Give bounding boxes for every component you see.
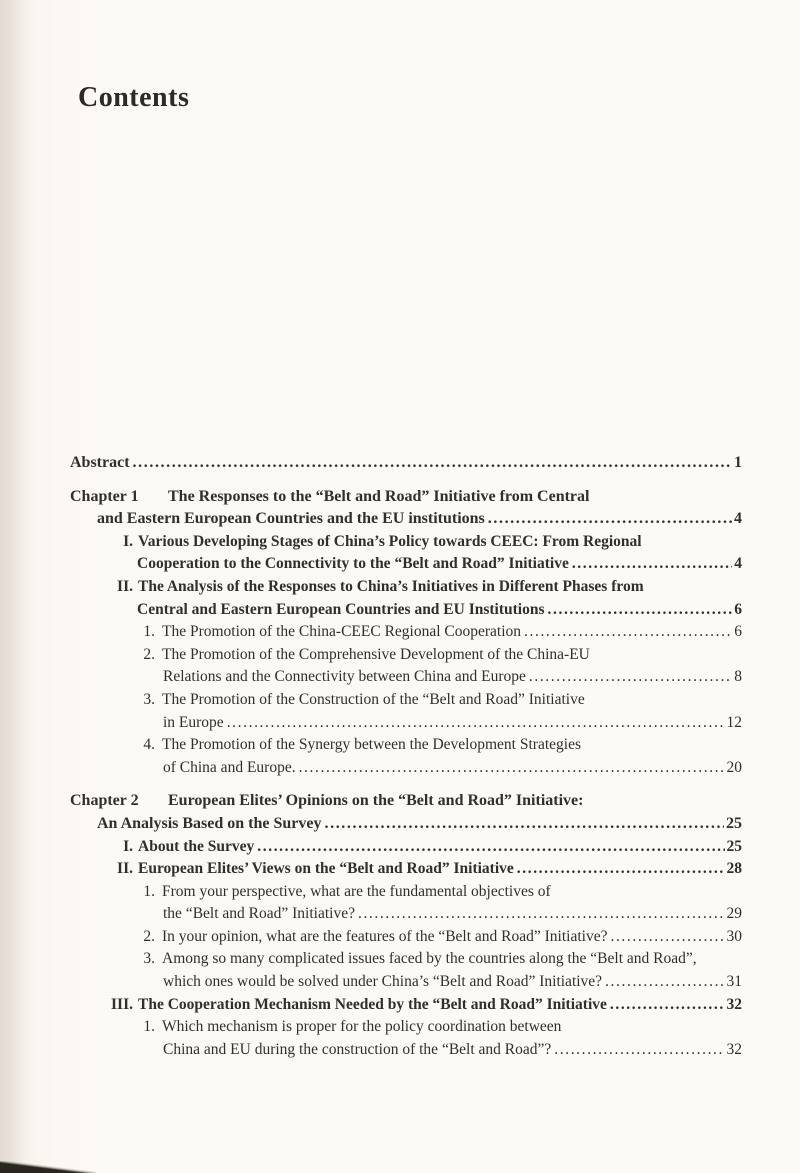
toc-item-text: Abstract bbox=[70, 454, 130, 471]
toc-item-text: in Europe bbox=[163, 713, 224, 731]
page-number: 12 bbox=[726, 713, 742, 731]
toc-line bbox=[70, 881, 742, 904]
toc-line bbox=[70, 734, 742, 757]
page-number: 4 bbox=[734, 510, 742, 528]
toc-line bbox=[70, 926, 742, 949]
toc-item-number: Chapter 2 bbox=[70, 792, 139, 810]
toc-item-number: 3. bbox=[143, 950, 155, 968]
toc-item-number: 1. bbox=[143, 1018, 155, 1036]
toc-line bbox=[70, 994, 742, 1017]
page-number: 6 bbox=[734, 600, 742, 618]
toc-line bbox=[70, 553, 742, 576]
toc-item-text: Central and Eastern European Countries and EU Institutions bbox=[137, 600, 545, 618]
dot-leader bbox=[610, 926, 724, 949]
dot-leader bbox=[325, 813, 725, 836]
toc-item-text: of China and Europe. bbox=[163, 758, 296, 776]
toc-item-text: An Analysis Based on the Survey bbox=[97, 814, 322, 832]
scan-gutter-shadow bbox=[0, 0, 30, 1173]
dot-leader bbox=[524, 621, 732, 644]
toc-line bbox=[70, 712, 742, 735]
page-title: Contents bbox=[78, 82, 190, 113]
toc-line bbox=[70, 576, 742, 599]
toc-line bbox=[70, 836, 742, 859]
dot-leader bbox=[133, 452, 732, 475]
dot-leader bbox=[257, 836, 724, 859]
page-number: 1 bbox=[734, 454, 742, 471]
toc-item-number: Chapter 1 bbox=[70, 487, 139, 505]
toc-item-text: The Analysis of the Responses to China’s Initiatives in Different Phases from bbox=[138, 577, 644, 595]
toc-item-number: 2. bbox=[143, 645, 155, 663]
toc-line bbox=[70, 1016, 742, 1039]
toc-item-text: About the Survey bbox=[138, 837, 255, 855]
toc-item-text: In your opinion, what are the features of the “Belt and Road” Initiative? bbox=[162, 927, 608, 945]
toc-item-number: 2. bbox=[143, 927, 155, 945]
toc-line bbox=[70, 486, 742, 509]
toc-item-text: Various Developing Stages of China’s Policy towards CEEC: From Regional bbox=[138, 532, 642, 550]
dot-leader bbox=[554, 1039, 724, 1062]
page-number: 8 bbox=[734, 668, 742, 686]
page-number: 25 bbox=[726, 814, 742, 832]
toc-item-text: the “Belt and Road” Initiative? bbox=[163, 905, 355, 923]
dot-leader bbox=[610, 994, 725, 1017]
toc-item-text: European Elites’ Views on the “Belt and Road” Initiative bbox=[138, 860, 514, 878]
toc-line bbox=[70, 903, 742, 926]
toc-line bbox=[70, 508, 742, 531]
dot-leader bbox=[488, 508, 732, 531]
toc-item-number: II. bbox=[117, 860, 133, 878]
toc-item-text: The Cooperation Mechanism Needed by the “Belt and Road” Initiative bbox=[138, 995, 607, 1013]
toc-line bbox=[70, 971, 742, 994]
toc-line bbox=[70, 757, 742, 780]
toc-line bbox=[70, 813, 742, 836]
dot-leader bbox=[358, 903, 725, 926]
dot-leader bbox=[572, 553, 732, 576]
toc-item-text: The Promotion of the Synergy between the Development Strategies bbox=[162, 736, 581, 754]
toc-item-text: which ones would be solved under China’s “Belt and Road” Initiative? bbox=[163, 973, 603, 991]
dot-leader bbox=[227, 712, 725, 735]
toc-item-text: Cooperation to the Connectivity to the “Belt and Road” Initiative bbox=[137, 555, 569, 573]
toc-item-text: Relations and the Connectivity between China and Europe bbox=[163, 668, 526, 686]
page-number: 30 bbox=[726, 927, 742, 945]
toc-line bbox=[70, 599, 742, 622]
toc-item-text: Which mechanism is proper for the policy coordination between bbox=[162, 1018, 562, 1036]
toc-item-number: II. bbox=[117, 577, 133, 595]
dot-leader bbox=[299, 757, 725, 780]
page-number: 29 bbox=[726, 905, 742, 923]
page-number: 6 bbox=[734, 623, 742, 641]
page-number: 28 bbox=[726, 860, 742, 878]
toc-item-text: From your perspective, what are the fundamental objectives of bbox=[162, 882, 551, 900]
toc-item-text: The Promotion of the China-CEEC Regional Cooperation bbox=[162, 623, 522, 641]
toc-item-text: European Elites’ Opinions on the “Belt and Road” Initiative: bbox=[168, 792, 584, 810]
dot-leader bbox=[605, 971, 724, 994]
toc-item-number: 1. bbox=[143, 623, 155, 641]
toc-line bbox=[70, 790, 742, 813]
dot-leader bbox=[548, 599, 733, 622]
toc-item-text: The Promotion of the Comprehensive Development of the China-EU bbox=[162, 645, 590, 663]
toc-item-number: III. bbox=[111, 995, 133, 1013]
toc-item-number: 1. bbox=[143, 882, 155, 900]
page-number: 20 bbox=[726, 758, 742, 776]
toc-item-number: I. bbox=[123, 837, 133, 855]
page-number: 25 bbox=[726, 837, 742, 855]
toc-item-number: 4. bbox=[143, 736, 155, 754]
page-number: 4 bbox=[734, 555, 742, 573]
toc-line bbox=[70, 531, 742, 554]
toc-line bbox=[70, 1039, 742, 1062]
dot-leader bbox=[517, 858, 725, 881]
toc-line bbox=[70, 666, 742, 689]
toc-line bbox=[70, 858, 742, 881]
toc-line bbox=[70, 644, 742, 667]
toc-item-text: China and EU during the construction of the “Belt and Road”? bbox=[163, 1040, 552, 1058]
toc-item-text: The Responses to the “Belt and Road” Initiative from Central bbox=[168, 487, 590, 505]
page-number: 32 bbox=[726, 995, 742, 1013]
toc-item-text: Among so many complicated issues faced by the countries along the “Belt and Road”, bbox=[162, 950, 697, 968]
toc-line bbox=[70, 689, 742, 712]
toc-item-text: The Promotion of the Construction of the “Belt and Road” Initiative bbox=[162, 690, 585, 708]
scan-corner-artifact bbox=[0, 1161, 96, 1173]
toc-item-number: I. bbox=[123, 532, 133, 550]
page-number: 32 bbox=[726, 1040, 742, 1058]
toc-line bbox=[70, 621, 742, 644]
toc-line bbox=[70, 452, 742, 475]
page-number: 31 bbox=[726, 973, 742, 991]
dot-leader bbox=[529, 666, 732, 689]
toc-item-number: 3. bbox=[143, 690, 155, 708]
toc-line bbox=[70, 948, 742, 971]
table-of-contents bbox=[70, 452, 742, 1061]
toc-item-text: and Eastern European Countries and the EU institutions bbox=[97, 510, 485, 528]
